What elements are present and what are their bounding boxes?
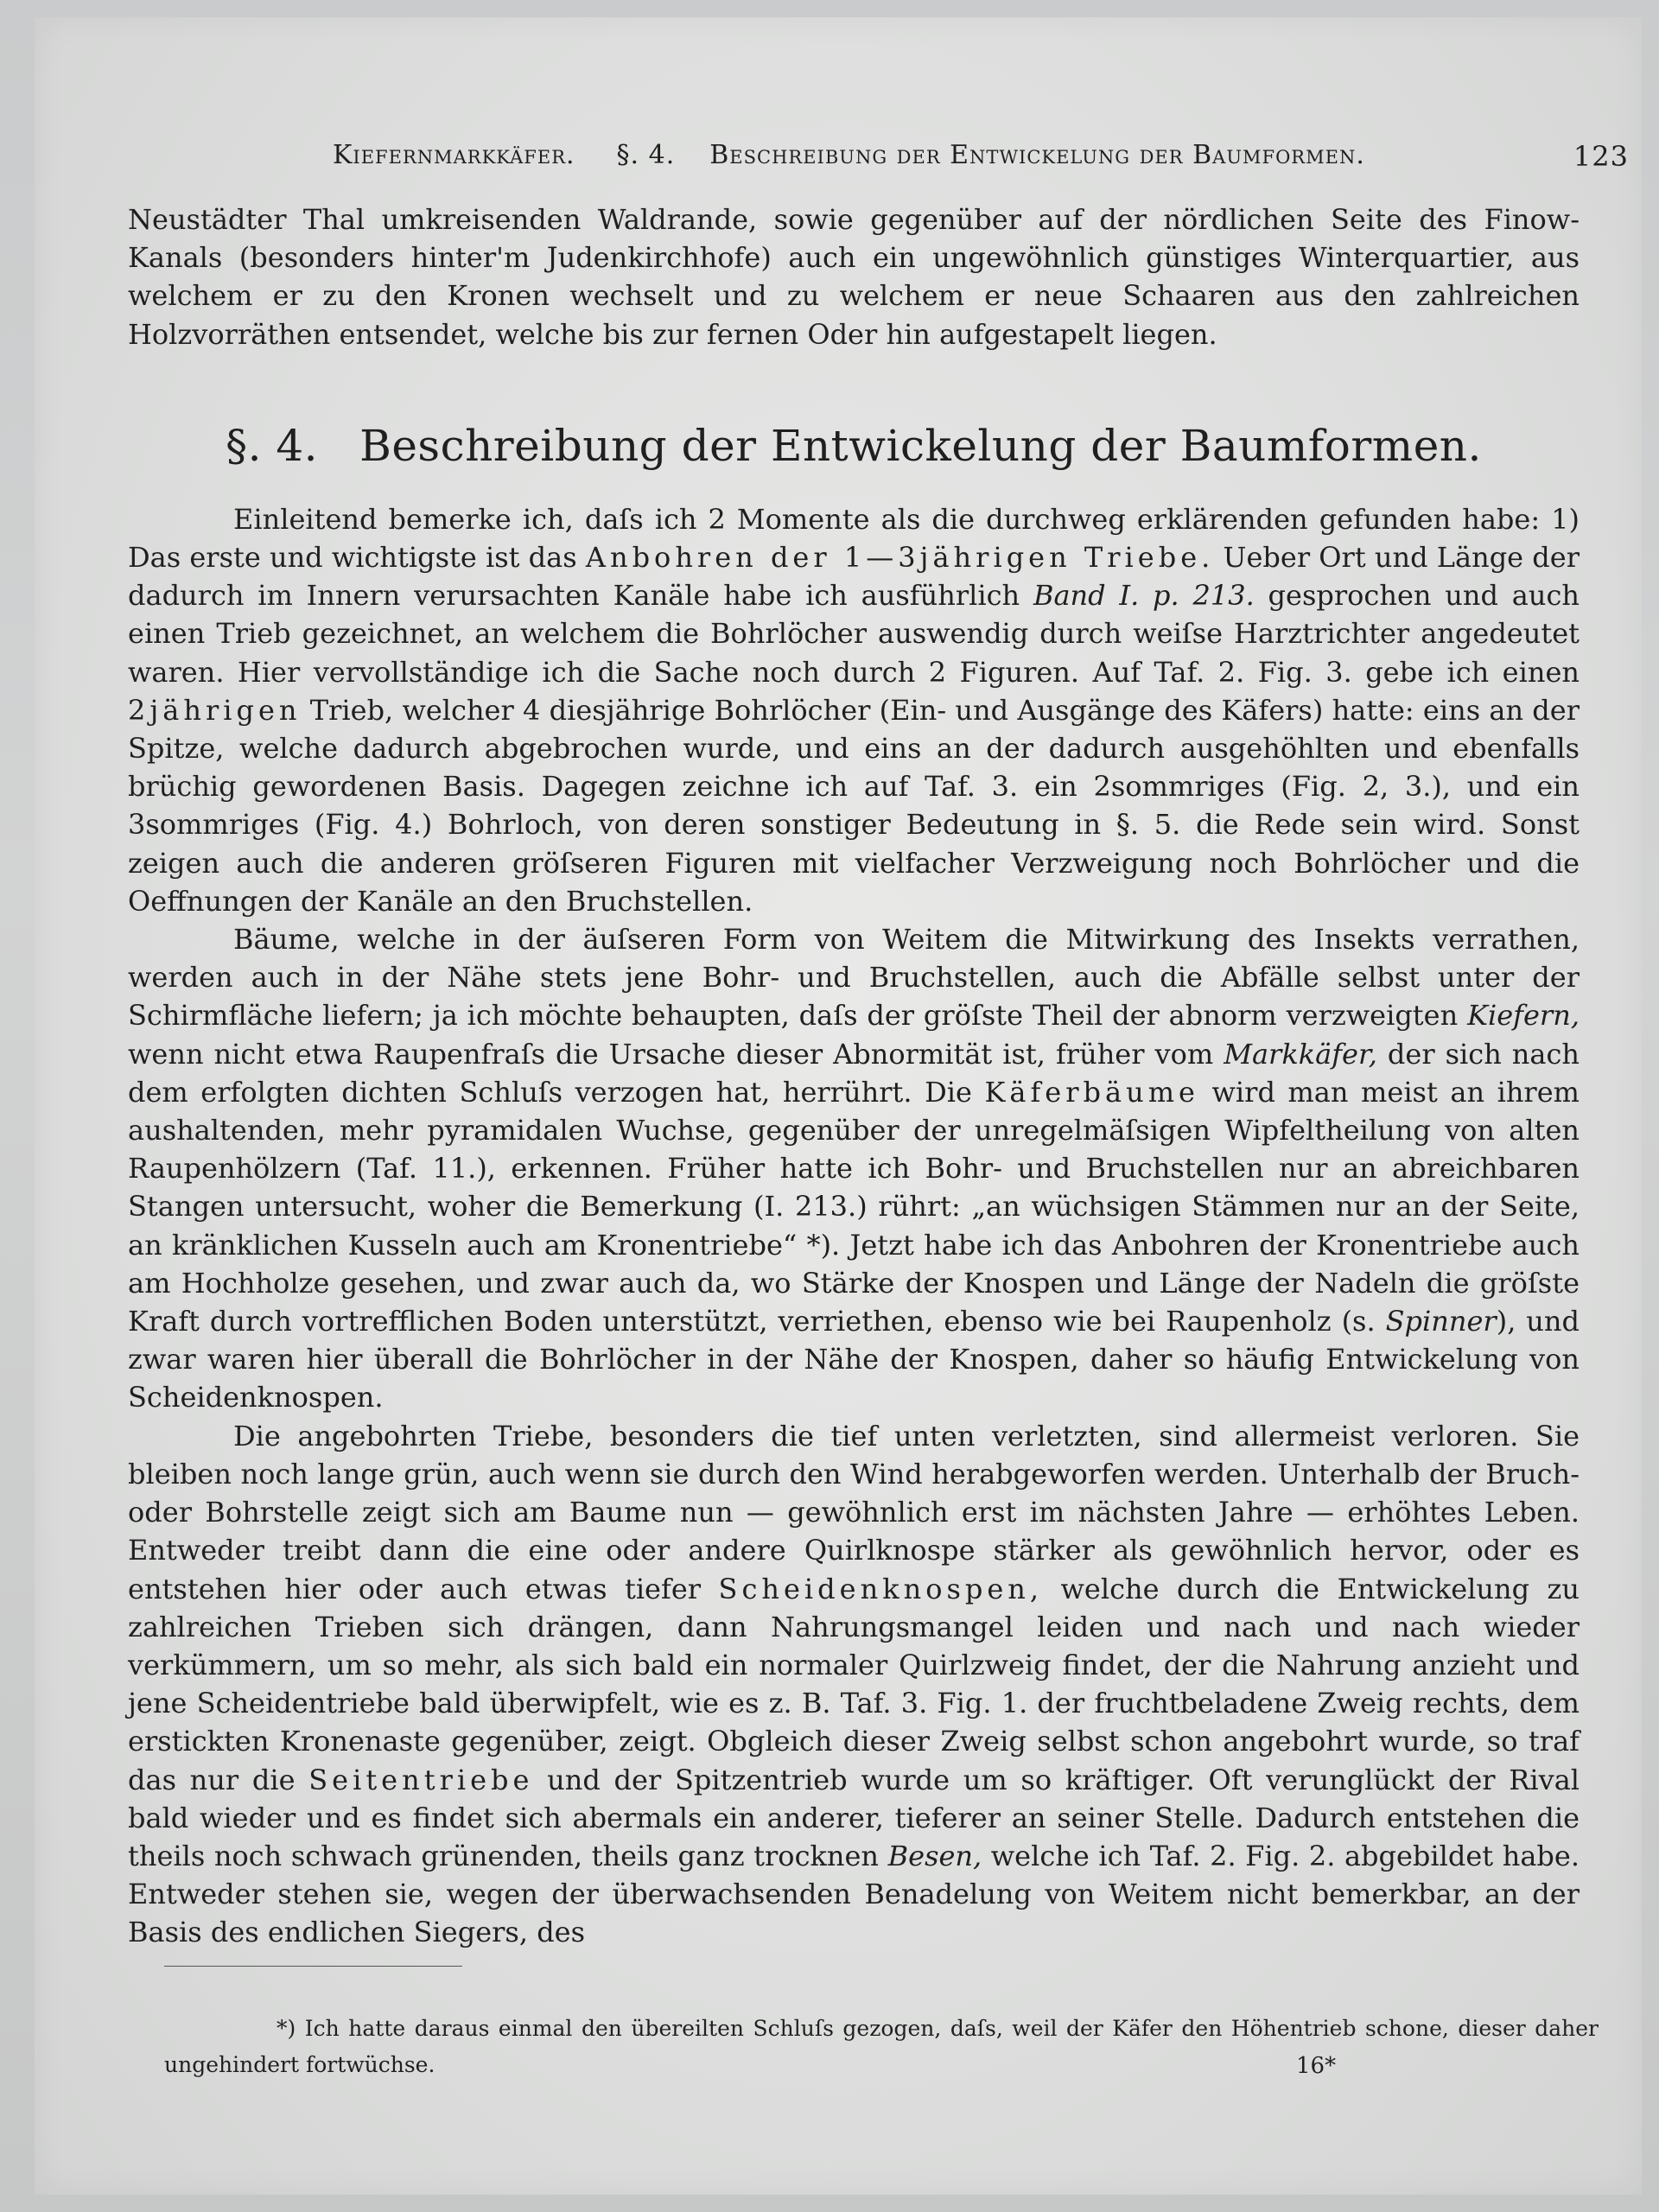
text-run: Die angebohrten Triebe, besonders die tief unten verletzten, sind allermeist verloren. Sie bleiben noch lange grün, auch wenn sie durch den Wind herabgeworfen werden. Unterhalb der Bruch- oder Bohrstelle zeigt sich am Baume nun — gewöhnlich erst im nächsten Jahre — erhöhtes Leben. Entweder treibt dann die eine oder andere Quirlknospe stärker als gewöhnlich hervor, oder es entstehen hier oder auch etwas tiefer (128, 1419, 1580, 1605)
text-run: welche durch die Entwickelung zu zahlreichen Trieben sich drängen, dann Nahrungsmangel leiden und nach und nach wieder verkümmern, um so mehr, als sich bald ein normaler Quirlzweig findet, der die Nahrung anzieht und jene Scheidentriebe bald überwipfelt, wie es z. B. Taf. 3. Fig. 1. der fruchtbeladene Zweig rechts, dem erstickten Kronenaste gegenüber, zeigt. Obgleich dieser Zweig selbst schon angebohrt wurde, so traf das nur die (128, 1572, 1580, 1796)
section-heading (128, 421, 1580, 471)
spaced-term: Seitentriebe (308, 1763, 534, 1796)
running-head-left: Kiefernmarkkäfer. (333, 140, 575, 170)
intro-paragraph: Neustädter Thal umkreisenden Waldrande, sowie gegenüber auf der nördlichen Seite des Finow-Kanals (besonders hinter'm Judenkirchhofe) auch ein ungewöhnlich günstiges Winterquartier, aus welchem er zu den Kronen wechselt und zu welchem er neue Schaaren aus den zahlreichen Holzvorräthen entsendet, welche bis zur fernen Oder hin aufgestapelt liegen. (128, 203, 1580, 351)
text-run: welche ich Taf. 2. Fig. 2. abgebildet habe. Entweder stehen sie, wegen der überwachsenden Benadelung von Weitem nicht bemerkbar, an der Basis des endlichen Siegers, des (128, 1839, 1580, 1949)
paragraph-2 (128, 920, 1580, 1417)
running-head-section: §. 4. (616, 140, 676, 170)
page-number: 123 (1573, 140, 1629, 173)
italic-term: Kiefern, (1467, 999, 1580, 1033)
footnote-divider (164, 1966, 462, 1967)
paragraph-3 (128, 1417, 1580, 1952)
text-run: Ueber Ort und Länge der dadurch im Innern verursachten Kanäle habe ich ausführlich (128, 541, 1580, 613)
italic-reference: Band I. p. 213. (1033, 579, 1255, 613)
spaced-term: Käferbäume (984, 1075, 1199, 1109)
spaced-term: Anbohren der 1—3jährigen Triebe. (585, 541, 1215, 575)
spaced-term: Scheidenknospen, (718, 1572, 1044, 1605)
section-number: §. 4. (226, 420, 319, 471)
footnote: *) Ich hatte daraus einmal den übereilten Schluſs gezogen, daſs, weil der Käfer den Höhentrieb schone, dieser daher ungehindert fortwüchse. (164, 2016, 1599, 2077)
text-run: gesprochen und auch einen Trieb gezeichnet, an welchem die Bohrlöcher auswendig durch weiſse Harztrichter angedeutet waren. Hier vervollständige ich die Sache noch durch 2 Figuren. Auf Taf. 2. Fig. 3. gebe ich einen (128, 579, 1580, 689)
text-run: und der Spitzentrieb wurde um so kräftiger. Oft verunglückt der Rival bald wieder und es findet sich abermals ein anderer, tieferer an seiner Stelle. Dadurch entstehen die theils noch schwach grünenden, theils ganz trocknen (128, 1763, 1580, 1872)
text-run: ), und zwar waren hier überall die Bohrlöcher in der Nähe der Knospen, daher so häufig Entwickelung von Scheidenknospen. (128, 1305, 1580, 1414)
running-head (333, 140, 1629, 173)
italic-term: Spinner (1385, 1305, 1497, 1338)
section-title: Beschreibung der Entwickelung der Baumformen. (359, 420, 1482, 471)
main-text (128, 200, 1580, 1952)
signature-mark: 16* (1296, 2053, 1337, 2079)
text-run: Trieb, welcher 4 diesjährige Bohrlöcher (Ein- und Ausgänge des Käfers) hatte: eins an der Spitze, welche dadurch abgebrochen wurde, und eins an der dadurch ausgehöhlten und ebenfalls brüchig gewordenen Basis. Dagegen zeichne ich auf Taf. 3. ein 2sommriges (Fig. 2, 3.), und ein 3sommriges (Fig. 4.) Bohrloch, von deren sonstiger Bedeutung in §. 5. die Rede sein wird. Sonst zeigen auch die anderen gröſseren Figuren mit vielfacher Verzweigung noch Bohrlöcher und die Oeffnungen der Kanäle an den Bruchstellen. (128, 693, 1580, 918)
book-page (35, 17, 1642, 2195)
text-run: wird man meist an ihrem aushaltenden, mehr pyramidalen Wuchse, gegenüber der unregelmäſsigen Wipfeltheilung von alten Raupenhölzern (Taf. 11.), erkennen. Früher hatte ich Bohr- und Bruchstellen nur an abreichbaren Stangen untersucht, woher die Bemerkung (I. 213.) rührt: „an wüchsigen Stämmen nur an der Seite, an kränklichen Kusseln auch am Kronentriebe“ *). Jetzt habe ich das Anbohren der Kronentriebe auch am Hochholze gesehen, und zwar auch da, wo Stärke der Knospen und Länge der Nadeln die gröſste Kraft durch vortrefflichen Boden unterstützt, verriethen, ebenso wie bei Raupenholz (s. (128, 1075, 1580, 1338)
running-head-title: Beschreibung der Entwickelung der Baumformen. (709, 140, 1365, 170)
italic-term: Markkäfer, (1224, 1037, 1377, 1071)
text-run: Bäume, welche in der äuſseren Form von Weitem die Mitwirkung des Insekts verrathen, werden auch in der Nähe stets jene Bohr- und Bruchstellen, auch die Abfälle selbst unter der Schirmfläche liefern; ja ich möchte behaupten, daſs der gröſste Theil der abnorm verzweigten (128, 923, 1580, 1033)
text-run: wenn nicht etwa Raupenfraſs die Ursache dieser Abnormität ist, früher vom (128, 1037, 1224, 1071)
text-run: der sich nach dem erfolgten dichten Schluſs verzogen hat, herrührt. Die (128, 1037, 1580, 1109)
spaced-term: 2jährigen (128, 693, 302, 727)
paragraph-1 (128, 500, 1580, 920)
text-run: Einleitend bemerke ich, daſs ich 2 Momente als die durchweg erklärenden gefunden habe: 1) Das erste und wichtigste ist das (128, 502, 1580, 575)
italic-term: Besen, (887, 1839, 982, 1872)
